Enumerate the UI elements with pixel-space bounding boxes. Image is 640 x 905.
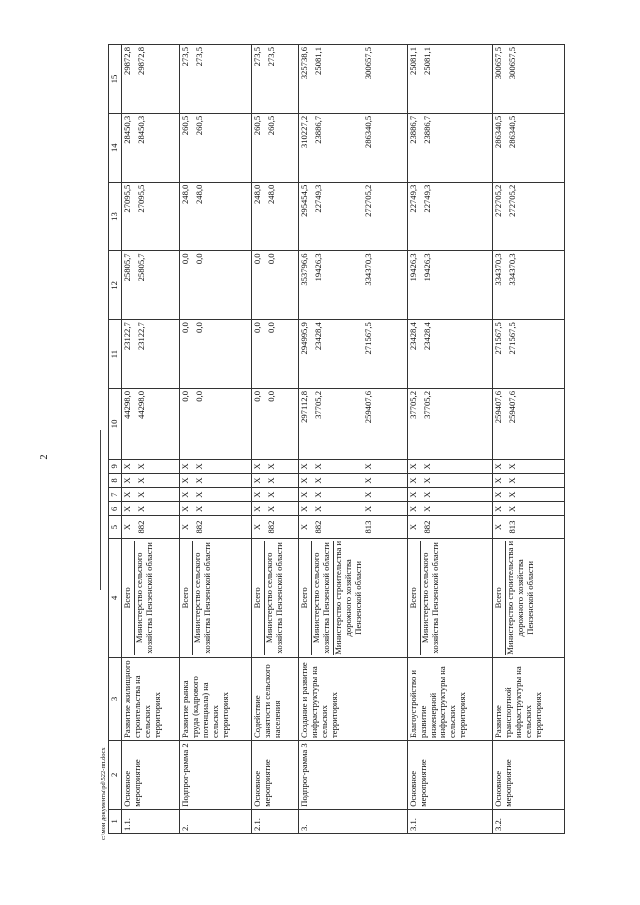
value: Х xyxy=(180,505,191,512)
value: 25805,7 xyxy=(135,253,146,282)
column-header-11: 11 xyxy=(109,320,122,389)
value-cell-col7 xyxy=(407,488,492,502)
executor-cell xyxy=(493,538,565,657)
value: 19426,3 xyxy=(313,253,324,282)
value: 0,0 xyxy=(194,390,205,402)
value: 259407,6 xyxy=(493,390,504,424)
table-row xyxy=(180,45,252,834)
column-header-2: 2 xyxy=(109,740,122,809)
value-cell-col12 xyxy=(299,251,407,320)
value-cell-col14 xyxy=(251,113,298,182)
value-cell-col5 xyxy=(180,516,252,538)
value: 248,0 xyxy=(251,184,262,204)
value-cell-col15 xyxy=(121,45,179,114)
value: Х xyxy=(493,505,504,512)
column-header-4: 4 xyxy=(109,538,122,657)
value: 271567,5 xyxy=(507,322,518,355)
value-cell-col10 xyxy=(121,388,179,459)
value-cell-col7 xyxy=(299,488,407,502)
table-row xyxy=(251,45,298,834)
value: 25081,1 xyxy=(421,47,432,75)
value: Х xyxy=(194,491,205,498)
row-title: Развитие транспортной инфраструктуры на сельских территориях xyxy=(493,658,565,741)
value: 273,5 xyxy=(194,47,205,67)
value: 37705,2 xyxy=(313,390,324,419)
value-cell-col12 xyxy=(121,251,179,320)
value: 334370,3 xyxy=(363,253,374,286)
value-cell-col10 xyxy=(407,388,492,459)
value: 28450,3 xyxy=(121,115,132,144)
ministry-name: Министерство строительства и дорожного хозяйства Пензенской области xyxy=(333,540,363,655)
value: Х xyxy=(121,491,132,498)
executor-cell xyxy=(121,538,179,657)
value: Х xyxy=(135,463,146,470)
value: Х xyxy=(265,505,276,512)
value-cell-col11 xyxy=(407,320,492,389)
value: 325738,6 xyxy=(299,47,310,80)
column-header-1: 1 xyxy=(109,809,122,833)
value: Х xyxy=(121,523,132,531)
value-cell-col15 xyxy=(493,45,565,114)
ministry-name: Министерство сельского хозяйства Пензенской области xyxy=(133,542,154,654)
value: Х xyxy=(180,523,191,531)
value: 0,0 xyxy=(180,322,191,333)
column-header-7: 7 xyxy=(109,488,122,502)
value: 273,5 xyxy=(251,47,262,67)
page-number: 2 xyxy=(39,454,50,460)
value-cell-col8 xyxy=(407,473,492,487)
total-label: Всего xyxy=(493,587,504,609)
row-title: Содействие занятости сельского населения xyxy=(251,658,298,741)
column-header-12: 12 xyxy=(109,251,122,320)
value: Х xyxy=(299,505,310,512)
total-label: Всего xyxy=(121,587,132,609)
value: Х xyxy=(313,477,324,484)
value: Х xyxy=(421,491,432,498)
value: 28450,3 xyxy=(135,115,146,144)
value-cell-col10 xyxy=(180,388,252,459)
value: Х xyxy=(251,491,262,498)
value: Х xyxy=(407,463,418,470)
ministry-name: Министерство сельского хозяйства Пензенской области xyxy=(192,542,212,654)
value-cell-col5 xyxy=(121,516,179,538)
value-cell-col15 xyxy=(180,45,252,114)
value: 260,5 xyxy=(194,115,205,136)
value: Х xyxy=(299,523,310,531)
value: 294995,9 xyxy=(299,322,310,355)
value: Х xyxy=(313,491,324,498)
value-cell-col8 xyxy=(251,473,298,487)
value: 23886,7 xyxy=(313,115,324,144)
total-label: Всего xyxy=(180,587,191,609)
value: Х xyxy=(363,491,374,498)
value: Х xyxy=(180,463,191,470)
value: 882 xyxy=(265,520,276,534)
value-cell-col10 xyxy=(251,388,298,459)
value: 813 xyxy=(507,520,518,534)
value-cell-col10 xyxy=(493,388,565,459)
value-cell-col13 xyxy=(493,182,565,251)
row-type: Основное мероприятие xyxy=(251,740,298,809)
row-type: Основное мероприятие xyxy=(121,740,179,809)
row-title: Создание и развитие инфраструктуры на сельских территориях xyxy=(299,658,407,741)
row-type: Основное мероприятие xyxy=(407,740,492,809)
value: 0,0 xyxy=(251,322,262,333)
value-cell-col6 xyxy=(407,502,492,516)
program-table-rotated xyxy=(108,44,565,834)
value: 0,0 xyxy=(194,322,205,333)
value-cell-col13 xyxy=(180,182,252,251)
value: 248,0 xyxy=(180,184,191,204)
value: 22749,3 xyxy=(407,184,418,213)
row-title: Развитие рынка труда (кадрового потенциала) на сельских территориях xyxy=(180,658,252,741)
value: Х xyxy=(265,477,276,484)
row-number: 2. xyxy=(180,809,252,833)
value: 23122,7 xyxy=(135,322,146,351)
value-cell-col9 xyxy=(121,459,179,473)
value: 22749,3 xyxy=(421,184,432,213)
value: 248,0 xyxy=(194,184,205,204)
value: Х xyxy=(135,491,146,498)
table-row xyxy=(121,45,179,834)
value-cell-col13 xyxy=(407,182,492,251)
value-cell-col8 xyxy=(121,473,179,487)
value: 44298,0 xyxy=(121,390,132,419)
value: Х xyxy=(135,505,146,512)
value-cell-col9 xyxy=(299,459,407,473)
value: 0,0 xyxy=(265,253,276,265)
value: Х xyxy=(363,505,374,512)
value-cell-col7 xyxy=(493,488,565,502)
value-cell-col8 xyxy=(180,473,252,487)
value: Х xyxy=(407,505,418,512)
value: Х xyxy=(299,477,310,484)
value: Х xyxy=(265,463,276,470)
value: 273,5 xyxy=(265,47,276,67)
value-cell-col6 xyxy=(493,502,565,516)
value: Х xyxy=(493,523,504,531)
value-cell-col13 xyxy=(251,182,298,251)
value: 23428,4 xyxy=(407,322,418,351)
value-cell-col8 xyxy=(493,473,565,487)
value: 25081,1 xyxy=(407,47,418,75)
row-number: 1.1. xyxy=(121,809,179,833)
value-cell-col14 xyxy=(407,113,492,182)
table-body xyxy=(121,45,564,834)
value-cell-col9 xyxy=(407,459,492,473)
value: 19426,3 xyxy=(407,253,418,282)
value-cell-col11 xyxy=(493,320,565,389)
column-header-15: 15 xyxy=(109,45,122,114)
value: Х xyxy=(507,463,518,470)
value: Х xyxy=(121,505,132,512)
value: 272705,2 xyxy=(363,184,374,217)
value-cell-col12 xyxy=(493,251,565,320)
value: Х xyxy=(507,505,518,512)
total-label: Всего xyxy=(299,587,310,609)
value-cell-col9 xyxy=(180,459,252,473)
value: 286340,5 xyxy=(363,115,374,149)
row-number: 2.1. xyxy=(251,809,298,833)
value: Х xyxy=(180,477,191,484)
value: 23122,7 xyxy=(121,322,132,351)
value: 44298,0 xyxy=(135,390,146,419)
value: 295454,5 xyxy=(299,184,310,217)
value-cell-col5 xyxy=(407,516,492,538)
value: Х xyxy=(313,463,324,470)
value: 29872,8 xyxy=(121,47,132,75)
value: Х xyxy=(135,477,146,484)
value-cell-col5 xyxy=(493,516,565,538)
value: Х xyxy=(421,477,432,484)
value: 297112,8 xyxy=(299,390,310,423)
value: 22749,3 xyxy=(313,184,324,213)
value: 271567,5 xyxy=(363,322,374,355)
column-header-10: 10 xyxy=(109,388,122,459)
value: 27095,5 xyxy=(121,184,132,213)
value: 300657,5 xyxy=(507,47,518,80)
value: Х xyxy=(507,491,518,498)
value: 23428,4 xyxy=(421,322,432,351)
value: Х xyxy=(407,491,418,498)
value: Х xyxy=(121,463,132,470)
executor-cell xyxy=(299,538,407,657)
value-cell-col12 xyxy=(251,251,298,320)
value: 300657,5 xyxy=(363,47,374,80)
value: 286340,5 xyxy=(507,115,518,149)
table-row xyxy=(407,45,492,834)
value: 310227,2 xyxy=(299,115,310,149)
executor-cell xyxy=(180,538,252,657)
value: 0,0 xyxy=(251,390,262,402)
value-cell-col13 xyxy=(299,182,407,251)
value: Х xyxy=(299,463,310,470)
value-cell-col15 xyxy=(251,45,298,114)
value: Х xyxy=(194,463,205,470)
value-cell-col6 xyxy=(121,502,179,516)
value: 259407,6 xyxy=(507,390,518,424)
value: Х xyxy=(265,491,276,498)
value-cell-col11 xyxy=(299,320,407,389)
value: 882 xyxy=(313,520,324,534)
value: Х xyxy=(421,505,432,512)
value: 260,5 xyxy=(265,115,276,136)
value-cell-col12 xyxy=(407,251,492,320)
ministry-name: Министерство строительства и дорожного хозяйства Пензенской области xyxy=(505,540,535,655)
value: Х xyxy=(363,477,374,484)
executor-cell xyxy=(251,538,298,657)
value-cell-col15 xyxy=(407,45,492,114)
value: 882 xyxy=(135,520,146,534)
total-label: Всего xyxy=(407,587,418,609)
value: 0,0 xyxy=(180,253,191,265)
column-header-6: 6 xyxy=(109,502,122,516)
value: 19426,3 xyxy=(421,253,432,282)
row-title: Благоустройство и развитие инженерной инфраструктуры на сельских территориях xyxy=(407,658,492,741)
column-header-3: 3 xyxy=(109,658,122,741)
value-cell-col5 xyxy=(299,516,407,538)
value: 37705,2 xyxy=(421,390,432,419)
value-cell-col8 xyxy=(299,473,407,487)
value: 37705,2 xyxy=(407,390,418,419)
value: 260,5 xyxy=(251,115,262,136)
value-cell-col6 xyxy=(180,502,252,516)
value-cell-col14 xyxy=(299,113,407,182)
value: 248,0 xyxy=(265,184,276,204)
column-header-14: 14 xyxy=(109,113,122,182)
value: Х xyxy=(421,463,432,470)
row-type: Подпрог-рамма 2 xyxy=(180,740,252,809)
value: Х xyxy=(493,477,504,484)
value-cell-col7 xyxy=(121,488,179,502)
value: Х xyxy=(363,463,374,470)
value: 271567,5 xyxy=(493,322,504,355)
row-number: 3.2. xyxy=(493,809,565,833)
value-cell-col9 xyxy=(251,459,298,473)
value: Х xyxy=(251,477,262,484)
value-cell-col9 xyxy=(493,459,565,473)
value-cell-col7 xyxy=(251,488,298,502)
value-cell-col15 xyxy=(299,45,407,114)
row-type: Основное мероприятие xyxy=(493,740,565,809)
file-path-text: c:\мои документы\pd\522-пп.docx xyxy=(100,747,107,840)
value: Х xyxy=(299,491,310,498)
value-cell-col13 xyxy=(121,182,179,251)
value: 259407,6 xyxy=(363,390,374,424)
value: Х xyxy=(507,477,518,484)
value: 0,0 xyxy=(194,253,205,265)
value: 0,0 xyxy=(265,322,276,333)
table-row xyxy=(299,45,407,834)
value: Х xyxy=(407,523,418,531)
value: 29872,8 xyxy=(135,47,146,75)
value: 334370,3 xyxy=(507,253,518,286)
value: 334370,3 xyxy=(493,253,504,286)
value-cell-col6 xyxy=(299,502,407,516)
value: 0,0 xyxy=(251,253,262,265)
value: 286340,5 xyxy=(493,115,504,149)
value-cell-col11 xyxy=(121,320,179,389)
value: 23886,7 xyxy=(421,115,432,144)
value: Х xyxy=(251,505,262,512)
value: 272705,2 xyxy=(507,184,518,217)
value: 273,5 xyxy=(180,47,191,67)
value: Х xyxy=(313,505,324,512)
value-cell-col5 xyxy=(251,516,298,538)
column-header-13: 13 xyxy=(109,182,122,251)
value: 813 xyxy=(363,520,374,534)
value: Х xyxy=(493,491,504,498)
value: 300657,5 xyxy=(493,47,504,80)
value: Х xyxy=(407,477,418,484)
value: 882 xyxy=(194,520,205,534)
value: Х xyxy=(251,523,262,531)
column-header-9: 9 xyxy=(109,459,122,473)
header-row xyxy=(109,45,122,834)
value-cell-col6 xyxy=(251,502,298,516)
value-cell-col11 xyxy=(251,320,298,389)
value: 0,0 xyxy=(180,390,191,402)
value: 25081,1 xyxy=(313,47,324,75)
program-table xyxy=(108,44,565,834)
total-label: Всего xyxy=(251,587,262,609)
value: 260,5 xyxy=(180,115,191,136)
row-title: Развитие жилищного строительства на сельских территориях xyxy=(121,658,179,741)
value: Х xyxy=(180,491,191,498)
value: 882 xyxy=(421,520,432,534)
value-cell-col14 xyxy=(180,113,252,182)
ministry-name: Министерство сельского хозяйства Пензенской области xyxy=(311,542,332,654)
ministry-name: Министерство сельского хозяйства Пензенской области xyxy=(263,542,284,654)
value: Х xyxy=(493,463,504,470)
value-cell-col14 xyxy=(493,113,565,182)
value: 353796,6 xyxy=(299,253,310,286)
ministry-name: Министерство сельского хозяйства Пензенской области xyxy=(419,542,440,654)
value-cell-col11 xyxy=(180,320,252,389)
value-cell-col12 xyxy=(180,251,252,320)
value: 272705,2 xyxy=(493,184,504,217)
value: Х xyxy=(194,505,205,512)
row-number: 3.1. xyxy=(407,809,492,833)
value: Х xyxy=(251,463,262,470)
column-header-8: 8 xyxy=(109,473,122,487)
executor-cell xyxy=(407,538,492,657)
value-cell-col7 xyxy=(180,488,252,502)
row-number: 3. xyxy=(299,809,407,833)
row-type: Подпрог-рамма 3 xyxy=(299,740,407,809)
value-cell-col10 xyxy=(299,388,407,459)
value: 0,0 xyxy=(265,390,276,402)
value-cell-col14 xyxy=(121,113,179,182)
value: Х xyxy=(121,477,132,484)
value: 27095,5 xyxy=(135,184,146,213)
separator-line xyxy=(100,430,101,590)
value: 25805,7 xyxy=(121,253,132,282)
table-row xyxy=(493,45,565,834)
value: 23428,4 xyxy=(313,322,324,351)
value: 23886,7 xyxy=(407,115,418,144)
value: Х xyxy=(194,477,205,484)
column-header-5: 5 xyxy=(109,516,122,538)
